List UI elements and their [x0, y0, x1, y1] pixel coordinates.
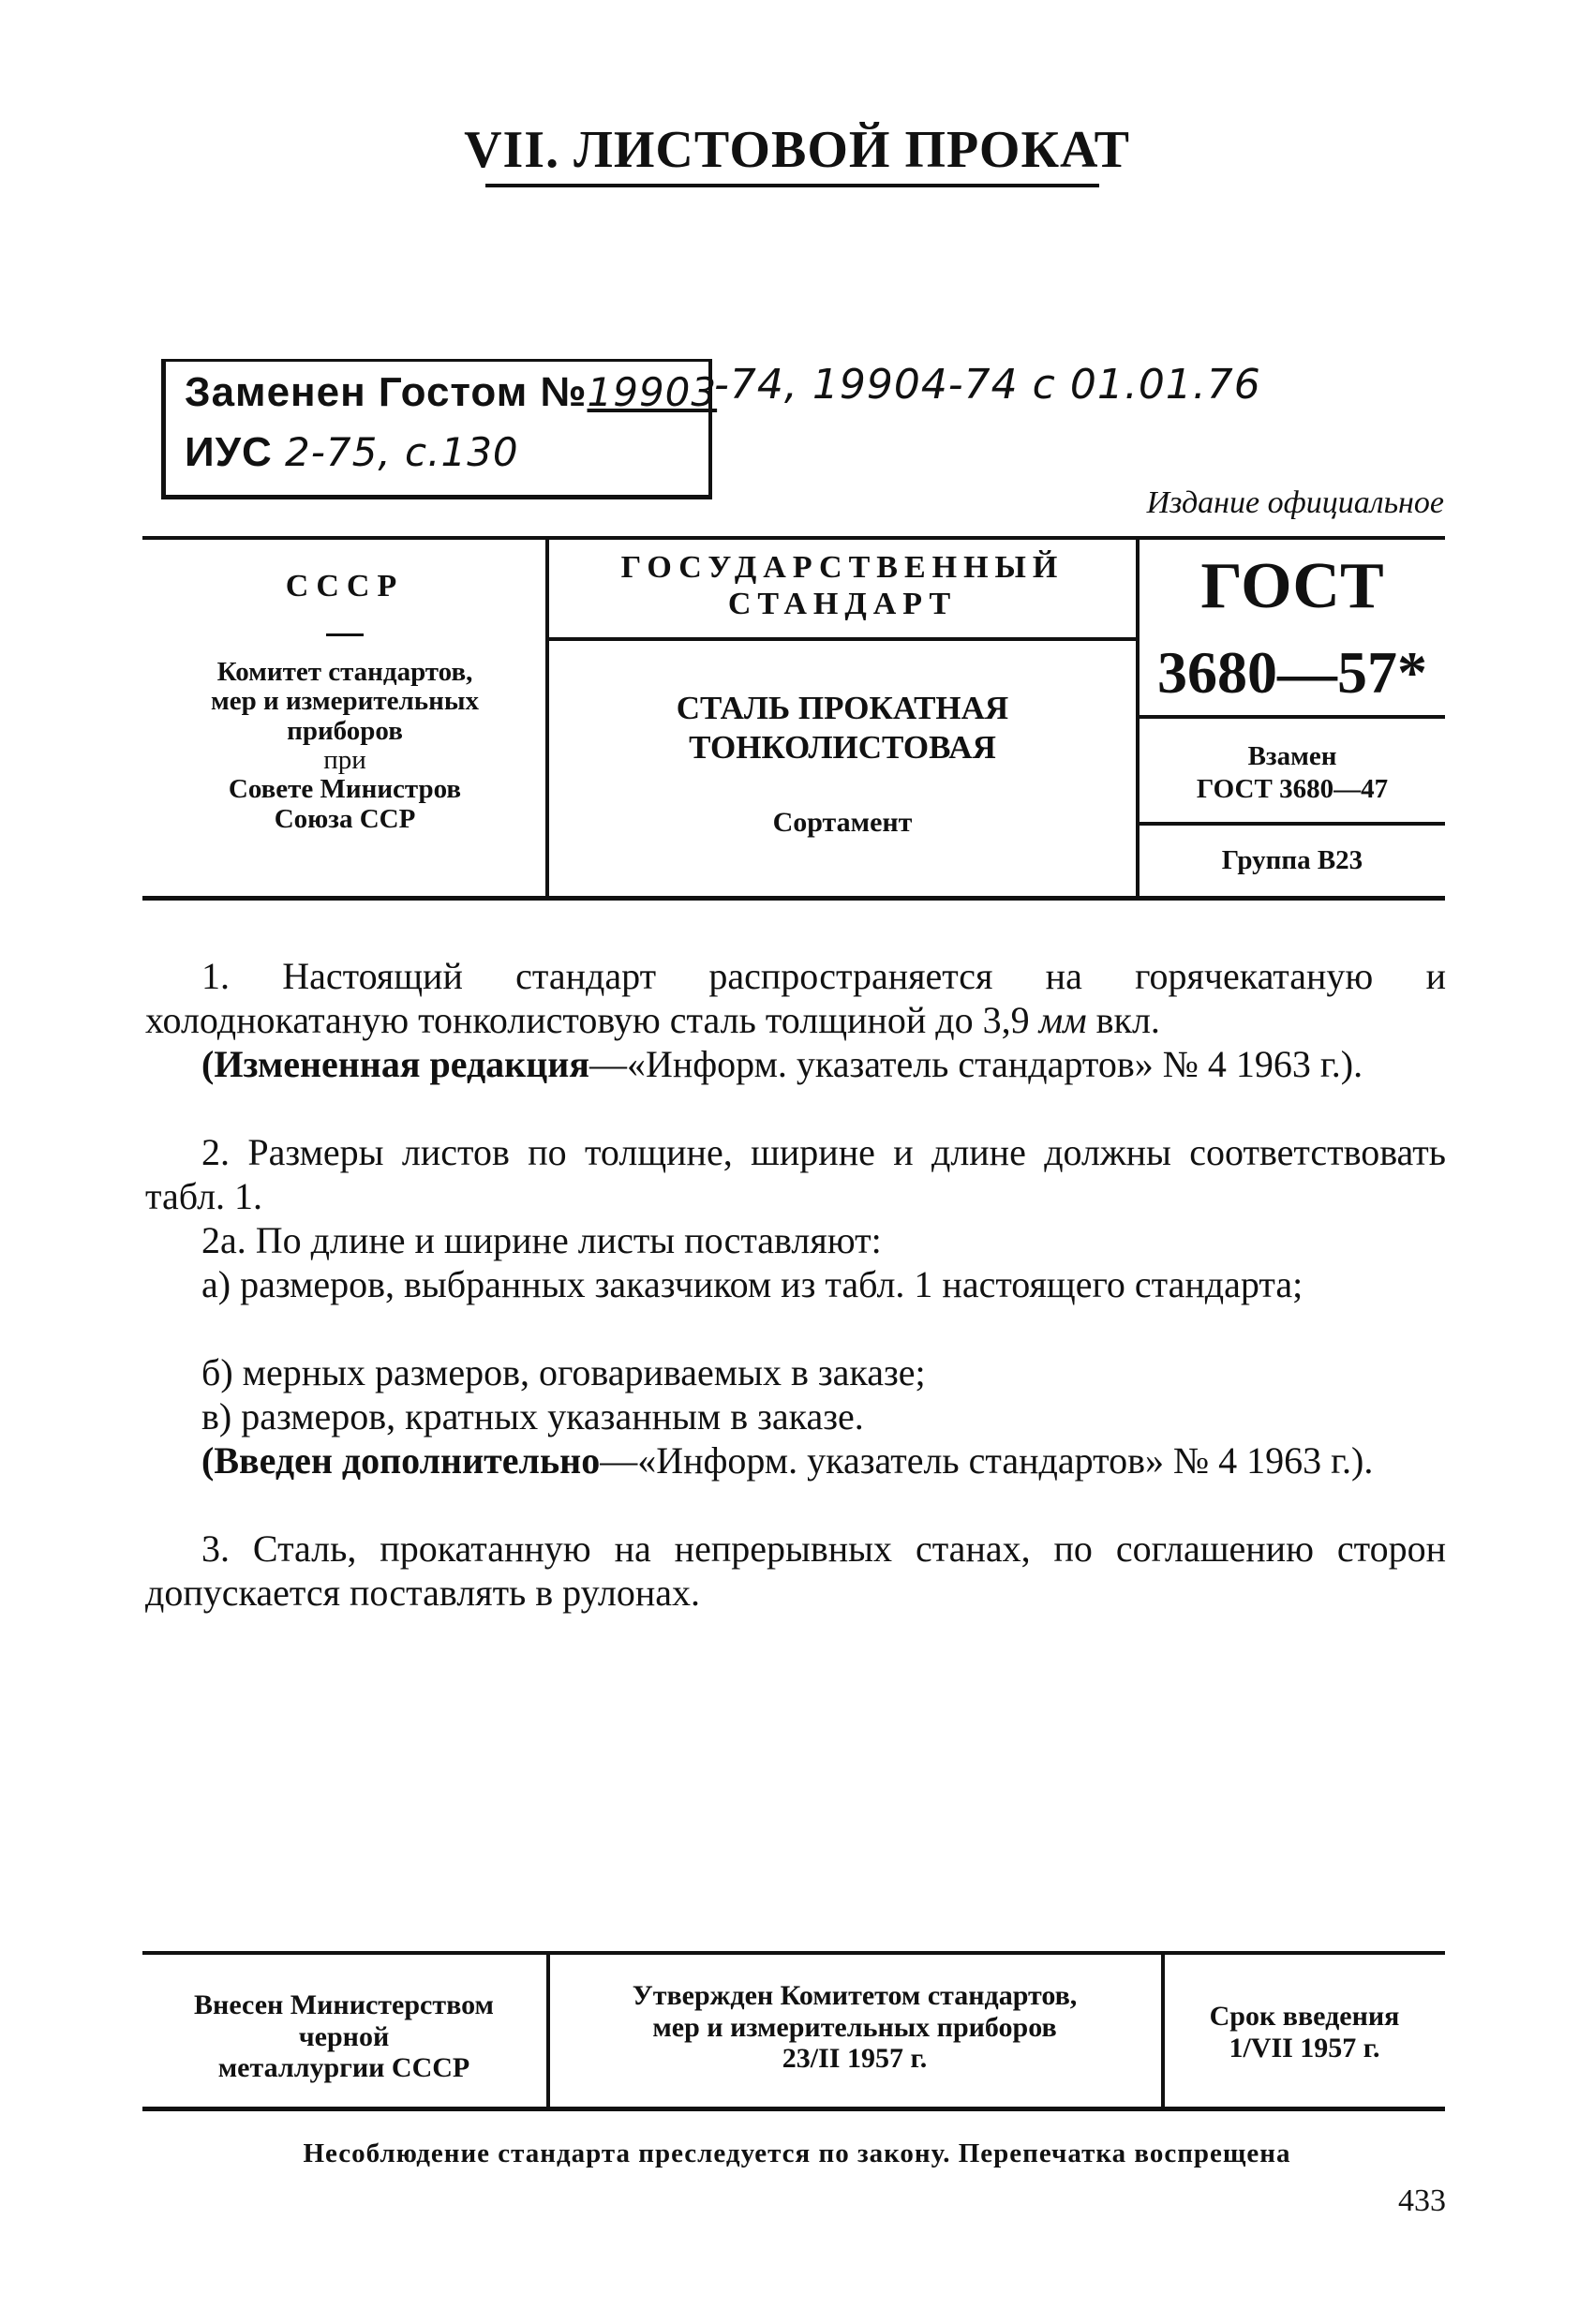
- header-table-bottom-rule: [142, 896, 1445, 901]
- paragraph-2: 2. Размеры листов по толщине, ширине и длине должны соответствовать табл. 1.: [145, 1131, 1446, 1217]
- header-table-top-rule: [142, 536, 1445, 540]
- legal-notice: Несоблюдение стандарта преследуется по закону. Перепечатка воспрещена: [303, 2138, 1291, 2168]
- introduced-reference: —«Информ. указатель стандартов» № 4 1963 г.).: [600, 1439, 1374, 1482]
- gost-number: 3680—57*: [1157, 639, 1427, 706]
- stamp-printed-text-1: Заменен Гостом №: [185, 369, 588, 415]
- submitted-by-line: металлургии СССР: [217, 2052, 470, 2084]
- paragraph-2a: 2а. По длине и ширине листы поставляют:: [201, 1219, 882, 1261]
- effective-date: [1164, 2001, 1445, 2063]
- paragraph-2a-item-b: б) мерных размеров, оговариваемых в заказе;: [201, 1351, 926, 1393]
- amendment-label: (Измененная редакция: [201, 1043, 589, 1085]
- header-gost-rule-2: [1138, 822, 1445, 826]
- amendment-reference: —«Информ. указатель стандартов» № 4 1963 г.).: [588, 1043, 1363, 1085]
- standard-name-line: СТАЛЬ ПРОКАТНАЯ: [676, 690, 1009, 726]
- committee-line: приборов: [287, 715, 403, 746]
- effective-date-line: 1/VII 1957 г.: [1229, 2032, 1380, 2063]
- group-label: Группа В23: [1221, 845, 1363, 875]
- approved-by-line: Утвержден Комитетом стандартов,: [632, 1980, 1078, 2011]
- ussr-label: СССР: [285, 569, 405, 603]
- paragraph-2a-amendment-note: [145, 1438, 1446, 1482]
- page-number: 433: [1398, 2183, 1446, 2218]
- committee-line: мер и измерительных: [211, 686, 479, 717]
- standard-name-line: ТОНКОЛИСТОВАЯ: [689, 729, 996, 766]
- replaces-line: Взамен: [1247, 741, 1337, 771]
- replacement-stamp: [161, 359, 718, 499]
- submitted-by: [142, 1989, 545, 2084]
- paragraph-1: [145, 954, 1446, 1042]
- stamp-printed-text-2: ИУС: [185, 429, 273, 475]
- submitted-by-line: Внесен Министерством: [194, 1989, 494, 2020]
- header-gost-rule-1: [1138, 715, 1445, 719]
- paragraph-1-text: 1. Настоящий стандарт распространяется на горячекатаную и холоднокатаную тонколистовую сталь толщиной до 3,9: [145, 955, 1446, 1041]
- committee-line: Совете Министров: [228, 774, 462, 805]
- ussr-dash: [326, 633, 364, 636]
- stamp-line-1: [185, 369, 717, 416]
- committee-line: Союза ССР: [274, 803, 416, 834]
- effective-date-line: Срок введения: [1209, 2001, 1400, 2032]
- stamp-handwritten-issue: 2-75, с.130: [285, 429, 519, 475]
- committee-text: [142, 658, 547, 834]
- state-standard-line: СТАНДАРТ: [727, 587, 958, 622]
- state-standard-label: [547, 549, 1138, 622]
- state-standard-line: ГОСУДАРСТВЕННЫЙ: [620, 550, 1065, 585]
- introduced-label: (Введен дополнительно: [201, 1439, 601, 1482]
- paragraph-2a-item-a: а) размеров, выбранных заказчиком из табл. 1 настоящего стандарта;: [201, 1263, 1304, 1305]
- header-middle-rule: [547, 637, 1138, 641]
- approved-by-line: мер и измерительных приборов: [652, 2011, 1057, 2043]
- paragraph-2a-item-c: в) размеров, кратных указанным в заказе.: [201, 1395, 864, 1438]
- replaces-text: [1138, 740, 1447, 806]
- paragraph-1-amendment-note: [145, 1042, 1446, 1086]
- submitted-by-line: черной: [298, 2020, 390, 2052]
- chapter-title: VII. ЛИСТОВОЙ ПРОКАТ: [464, 121, 1130, 179]
- standard-subtitle: Сортамент: [772, 807, 913, 838]
- chapter-underline: [485, 184, 1099, 187]
- approved-by-line: 23/II 1957 г.: [782, 2043, 928, 2075]
- footer-table-bottom-rule: [142, 2107, 1445, 2111]
- committee-line: Комитет стандартов,: [216, 657, 473, 687]
- paragraph-1-end: вкл.: [1095, 999, 1160, 1041]
- standard-name: [547, 689, 1138, 767]
- approved-by: [549, 1980, 1160, 2075]
- footer-table-top-rule: [142, 1951, 1445, 1955]
- handwritten-note: -74, 19904-74 с 01.01.76: [714, 361, 1261, 409]
- replaces-line: ГОСТ 3680—47: [1196, 773, 1389, 804]
- stamp-handwritten-number: 19903: [587, 369, 718, 415]
- unit-mm: мм: [1038, 999, 1087, 1041]
- committee-line: при: [323, 744, 366, 775]
- paragraph-3: 3. Сталь, прокатанную на непрерывных станах, по соглашению сторон допускается поставлять в рулонах.: [145, 1527, 1446, 1614]
- stamp-line-2: [185, 429, 519, 476]
- edition-label: Издание официальное: [1146, 485, 1444, 520]
- gost-label: ГОСТ: [1200, 550, 1384, 622]
